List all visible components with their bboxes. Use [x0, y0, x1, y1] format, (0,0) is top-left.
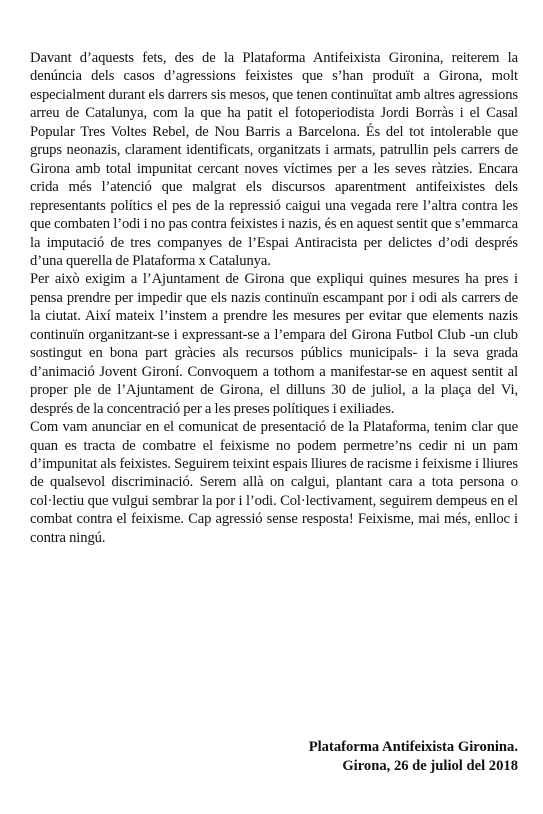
paragraph-commitment: Com vam anunciar en el comunicat de presentació de la Plataforma, tenim clar que quan es tracta de combatre el feixisme no podem permetre’ns cedir ni un pam d’impunitat als feixistes. Seguirem teixint espais lliures de racisme i feixisme i lliures de qualsevol discriminació. Serem allà on calgui, plantant cara a tota persona o col·lectiu que vulgui sembrar la por i l’odi. Col·lectivament, seguirem dempeus en el combat contra el feixisme. Cap agressió sense resposta! Feixisme, mai més, enlloc i contra ningú.: [30, 419, 518, 546]
paragraph-denunciation: Davant d’aquests fets, des de la Plataforma Antifeixista Gironina, reiterem la denúncia dels casos d’agressions feixistes que s’han produït a Girona, molt especialment durant els darrers sis mesos, que tenen continuïtat amb altres agressions arreu de Catalunya, com la que ha patit el fotoperiodista Jordi Borràs i el Casal Popular Tres Voltes Rebel, de Nou Barris a Barcelona. És del tot intolerable que grups neonazis, clarament identificats, organitzats i armats, patrullin pels carrers de Girona amb total impunitat cercant noves víctimes per a les seves ràtzies. Encara crida més l’atenció que malgrat els discursos aparentment antifeixistes dels representants polítics el pes de la repressió caigui una vegada rere l’altra contra les que combaten l’odi i no pas contra feixistes i nazis, és en aquest sentit que s’emmarca la imputació de tres companyes de l’Espai Antiracista per delictes d’odi després d’una querella de Plataforma x Catalunya.: [30, 50, 518, 269]
signature-place-date: Girona, 26 de juliol del 2018: [342, 758, 518, 774]
paragraph-demands: Per això exigim a l’Ajuntament de Girona que expliqui quines mesures ha pres i pensa prendre per impedir que els nazis continuïn escampant por i odi als carrers de la ciutat. Així mateix l’instem a prendre les mesures per evitar que elements nazis continuïn organitzant-se i expressant-se a l’empara del Girona Futbol Club -un club sostingut en bona part gràcies als recursos públics municipals- i la seva grada d’animació Jovent Gironí. Convoquem a tothom a manifestar-se en aquest sentit al proper ple de l’Ajuntament de Girona, el dilluns 30 de juliol, a la plaça del Vi, després de la concentració per a les preses polítiques i exiliades.: [30, 271, 518, 417]
signature-organization: Plataforma Antifeixista Gironina.: [308, 739, 518, 755]
statement-body: [30, 49, 518, 547]
signature-block: [309, 738, 518, 776]
